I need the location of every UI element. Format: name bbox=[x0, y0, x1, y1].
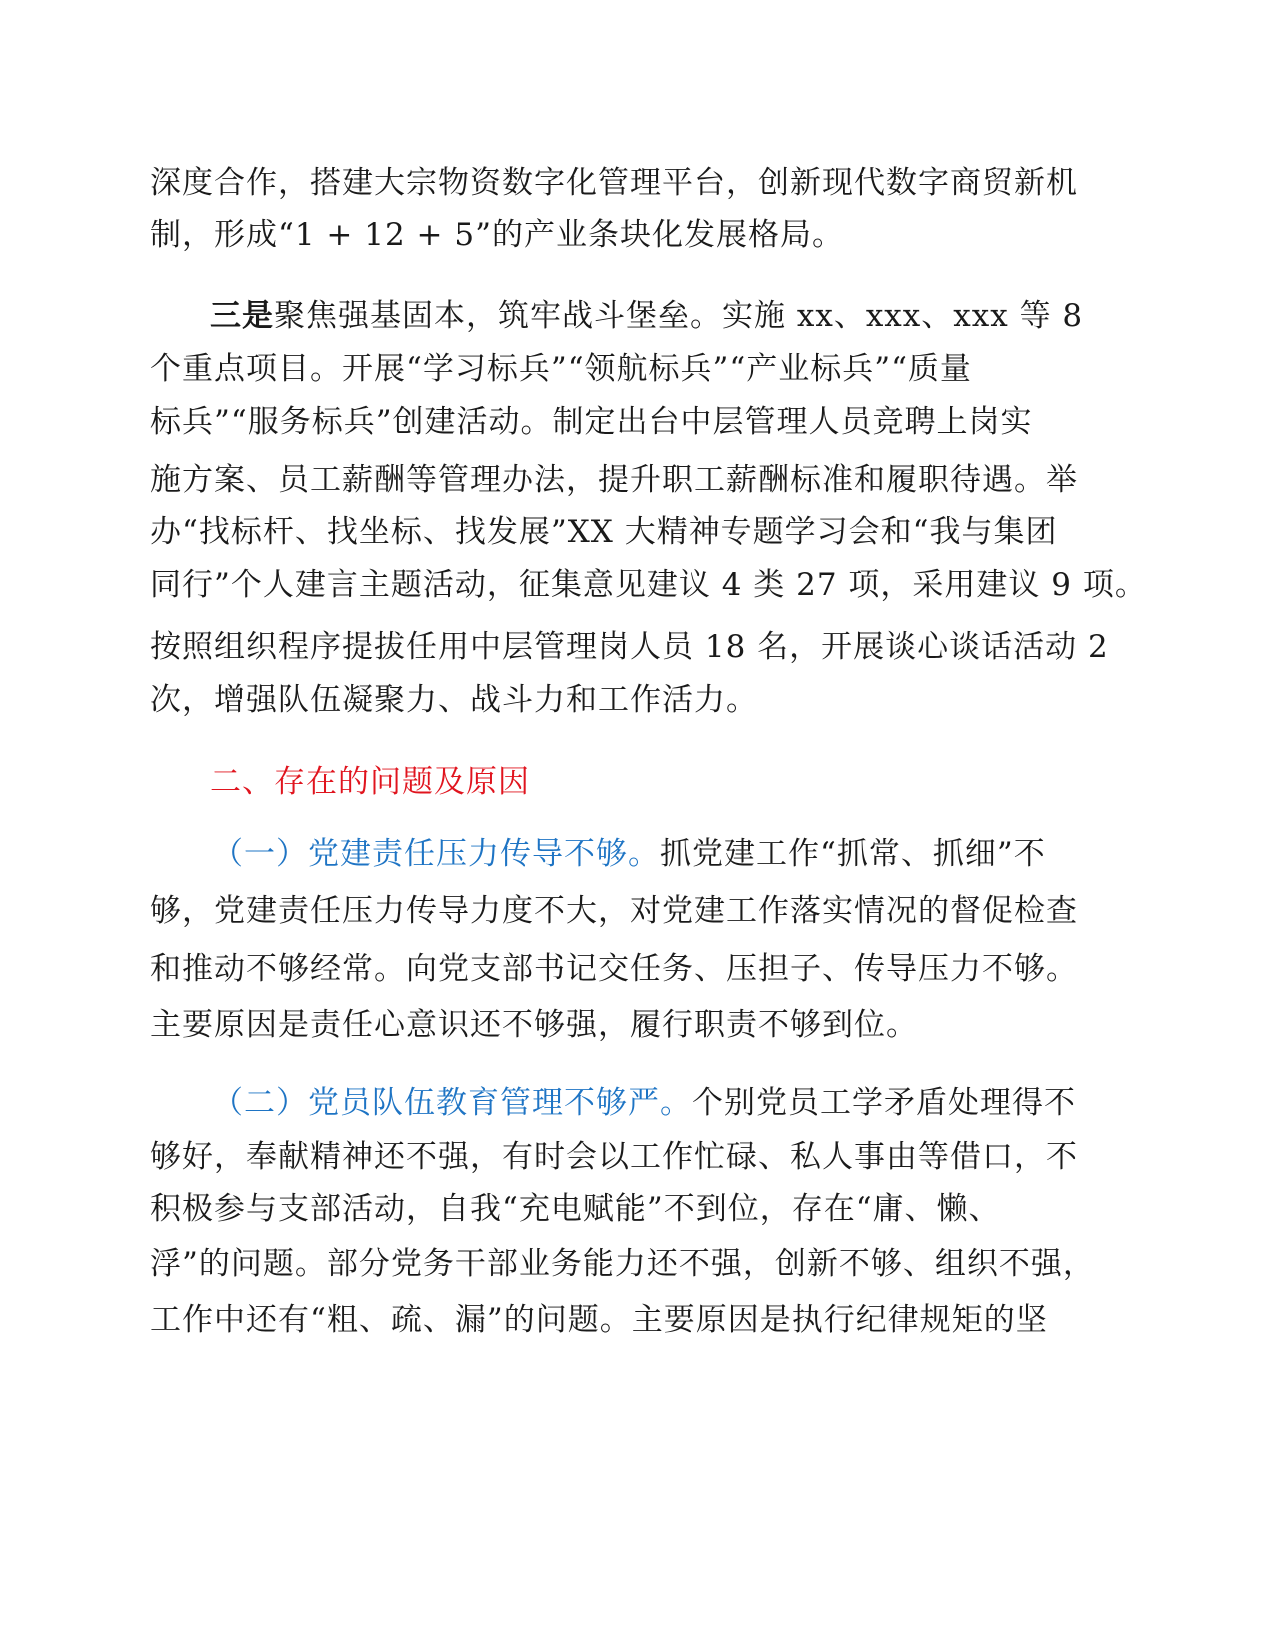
para2-line4: 施方案、员工薪酬等管理办法，提升职工薪酬标准和履职待遇。举 bbox=[150, 462, 1078, 498]
issue2-line4: 浮”的问题。部分党务干部业务能力还不强，创新不够、组织不强， bbox=[150, 1246, 1095, 1282]
issue2-line3: 积极参与支部活动，自我“充电赋能”不到位，存在“庸、懒、 bbox=[150, 1191, 1001, 1227]
para2-line3: 标兵”“服务标兵”创建活动。制定出台中层管理人员竞聘上岗实 bbox=[150, 404, 1033, 440]
issue2-title: （二）党员队伍教育管理不够严。 bbox=[212, 1085, 692, 1121]
issue1-line1 bbox=[212, 834, 1046, 874]
para2-line5: 办“找标杆、找坐标、找发展”XX 大精神专题学习会和“我与集团 bbox=[150, 514, 1058, 550]
issue2-line1-text: 个别党员工学矛盾处理得不 bbox=[692, 1085, 1076, 1121]
issue2-line2: 够好，奉献精神还不强，有时会以工作忙碌、私人事由等借口，不 bbox=[150, 1139, 1078, 1175]
issue1-line2: 够，党建责任压力传导力度不大，对党建工作落实情况的督促检查 bbox=[150, 893, 1078, 929]
para1-line1: 深度合作，搭建大宗物资数字化管理平台，创新现代数字商贸新机 bbox=[150, 165, 1078, 201]
para2-line7: 按照组织程序提拔任用中层管理岗人员 18 名，开展谈心谈话活动 2 bbox=[150, 629, 1109, 665]
para2-line6: 同行”个人建言主题活动，征集意见建议 4 类 27 项，采用建议 9 项。 bbox=[150, 567, 1147, 603]
issue1-line3: 和推动不够经常。向党支部书记交任务、压担子、传导压力不够。 bbox=[150, 951, 1078, 987]
section-heading: 二、存在的问题及原因 bbox=[210, 764, 530, 800]
issue1-title: （一）党建责任压力传导不够。 bbox=[212, 836, 660, 872]
issue1-line1-text: 抓党建工作“抓常、抓细”不 bbox=[660, 836, 1046, 872]
para1-line2: 制，形成“1 + 12 + 5”的产业条块化发展格局。 bbox=[150, 217, 844, 253]
para2-line1 bbox=[210, 296, 1083, 336]
para2-line1-text: 聚焦强基固本，筑牢战斗堡垒。实施 xx、xxx、xxx 等 8 bbox=[274, 298, 1084, 334]
issue2-line5: 工作中还有“粗、疏、漏”的问题。主要原因是执行纪律规矩的坚 bbox=[150, 1302, 1048, 1338]
issue2-line1 bbox=[212, 1083, 1076, 1123]
para2-lead: 三是 bbox=[210, 298, 274, 334]
para2-line2: 个重点项目。开展“学习标兵”“领航标兵”“产业标兵”“质量 bbox=[150, 351, 972, 387]
issue1-line4: 主要原因是责任心意识还不够强，履行职责不够到位。 bbox=[150, 1007, 918, 1043]
para2-line8: 次，增强队伍凝聚力、战斗力和工作活力。 bbox=[150, 682, 758, 718]
